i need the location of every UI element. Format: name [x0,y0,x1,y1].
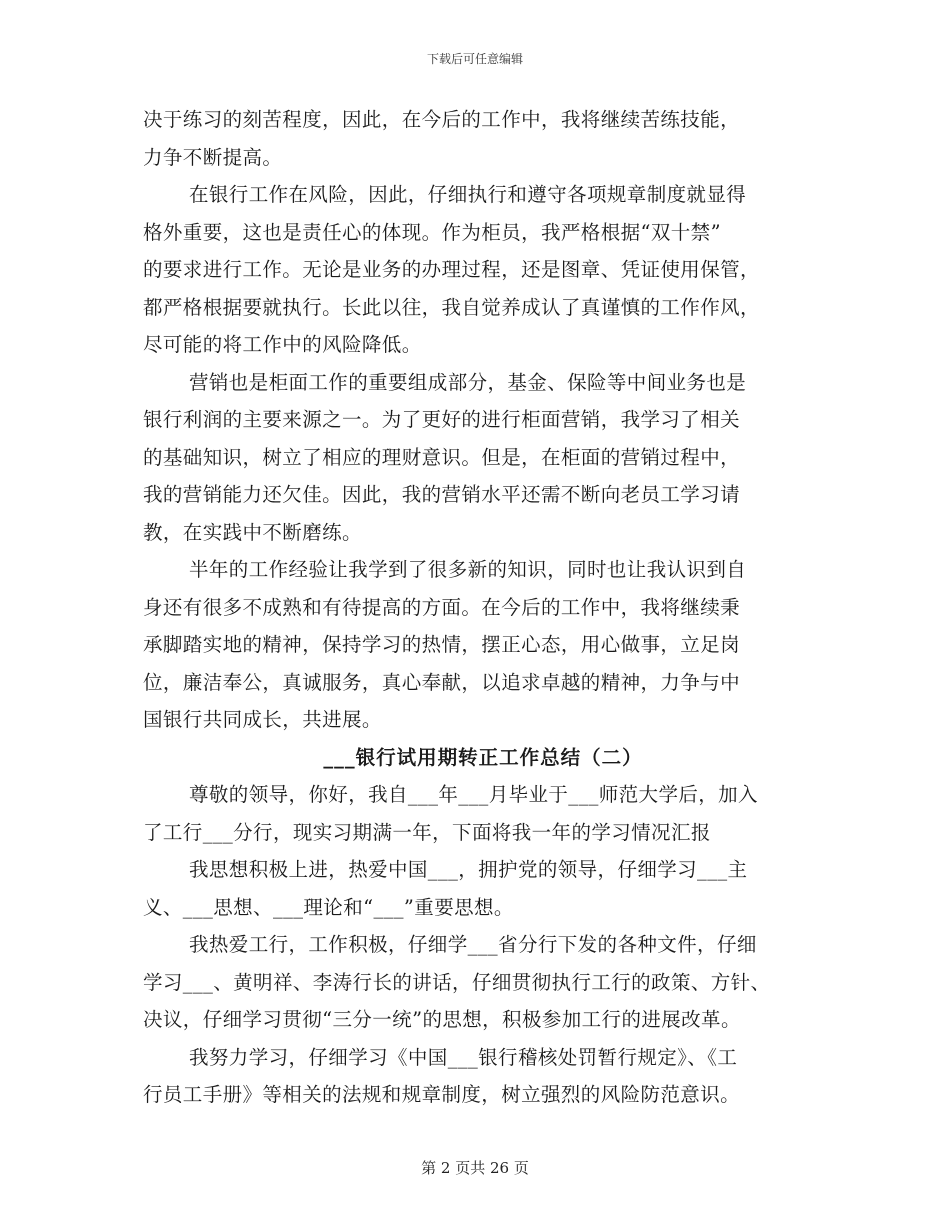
page-number: 第 2 页共 26 页 [421,1159,529,1177]
body-line: 国银行共同成长，共进展。 [143,708,382,731]
body-line: 在银行工作在风险，因此，仔细执行和遵守各项规章制度就显得 [189,183,747,206]
body-line: 学习___、黄明祥、李涛行长的讲话，仔细贯彻执行工行的政策、方针、 [143,970,771,994]
body-line: 教，在实践中不断磨练。 [143,520,362,544]
body-line: 我的营销能力还欠佳。因此，我的营销水平还需不断向老员工学习请 [143,483,741,506]
body-line: 我热爱工行，工作积极，仔细学___省分行下发的各种文件，仔细 [189,933,757,956]
body-line: 力争不断提高。 [143,145,283,169]
body-line: 银行利润的主要来源之一。为了更好的进行柜面营销，我学习了相关 [143,408,741,431]
body-line: 尊敬的领导，你好，我自___年___月毕业于___师范大学后，加入 [189,783,758,806]
body-line: 格外重要，这也是责任心的体现。作为柜员，我严格根据“双十禁” [143,220,721,244]
body-line: 决议，仔细学习贯彻“三分一统”的思想，积极参加工行的进展改革。 [143,1008,741,1031]
body-line: 位，廉洁奉公，真诚服务，真心奉献，以追求卓越的精神，力争与中 [143,670,741,694]
body-line: 的基础知识，树立了相应的理财意识。但是，在柜面的营销过程中， [143,445,741,469]
document-body [143,101,823,1114]
body-line: 都严格根据要就执行。长此以往，我自觉养成认了真谨慎的工作作风， [143,295,760,319]
body-line: 身还有很多不成熟和有待提高的方面。在今后的工作中，我将继续秉 [143,595,741,619]
body-line: 义、___思想、___理论和“___”重要思想。 [143,895,514,919]
body-line: 我思想积极上进，热爱中国___，拥护党的领导，仔细学习___主 [189,858,748,881]
body-line: 半年的工作经验让我学到了很多新的知识，同时也让我认识到自 [189,558,747,581]
page-header: 下载后可任意编辑 [426,52,523,66]
section-title: ___银行试用期转正工作总结（二） [323,745,643,769]
body-line: 承脚踏实地的精神，保持学习的热情，摆正心态，用心做事，立足岗 [143,633,741,656]
body-line: 尽可能的将工作中的风险降低。 [143,333,422,356]
body-line: 我努力学习，仔细学习《中国___银行稽核处罚暂行规定》、《工 [189,1045,738,1069]
body-line: 行员工手册》等相关的法规和规章制度，树立强烈的风险防范意识。 [143,1083,741,1106]
body-line: 决于练习的刻苦程度，因此，在今后的工作中，我将继续苦练技能， [143,108,741,131]
body-line: 了工行___分行，现实习期满一年，下面将我一年的学习情况汇报 [143,820,711,844]
body-line: 营销也是柜面工作的重要组成部分，基金、保险等中间业务也是 [189,370,747,394]
body-line: 的要求进行工作。无论是业务的办理过程，还是图章、凭证使用保管， [143,258,760,281]
